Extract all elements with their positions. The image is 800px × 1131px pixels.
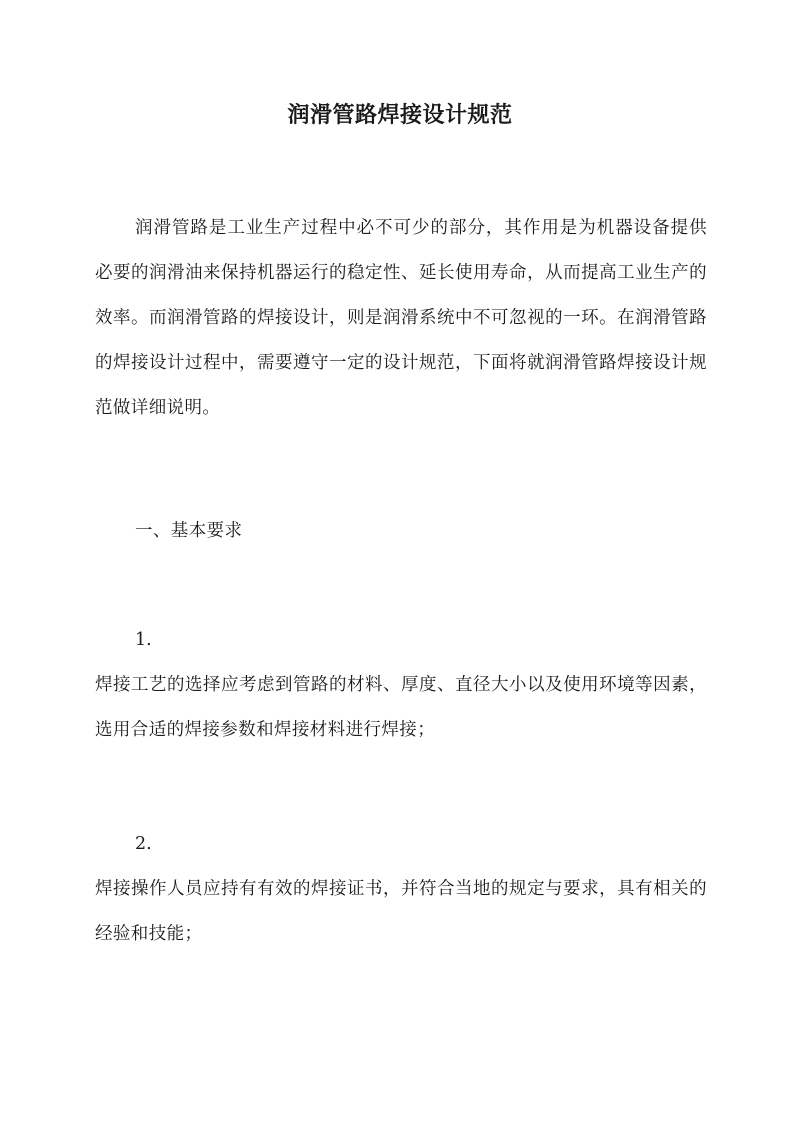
item-1-text: 焊接工艺的选择应考虑到管路的材料、厚度、直径大小以及使用环境等因素，选用合适的焊接参数和焊接材料进行焊接； — [95, 675, 707, 740]
document-title: 润滑管路焊接设计规范 — [287, 102, 513, 128]
intro-paragraph: 润滑管路是工业生产过程中必不可少的部分，其作用是为机器设备提供必要的润滑油来保持机器运行的稳定性、延长使用寿命，从而提高工业生产的效率。而润滑管路的焊接设计，则是润滑系统中不可忽视的一环。在润滑管路的焊接设计过程中，需要遵守一定的设计规范，下面将就润滑管路焊接设计规范做详细说明。 — [95, 218, 707, 418]
section-heading: 一、基本要求 — [135, 521, 243, 541]
item-1-number: 1. — [135, 630, 152, 650]
item-2-number: 2. — [135, 834, 152, 854]
item-2-text: 焊接操作人员应持有有效的焊接证书，并符合当地的规定与要求，具有相关的经验和技能； — [95, 879, 707, 944]
